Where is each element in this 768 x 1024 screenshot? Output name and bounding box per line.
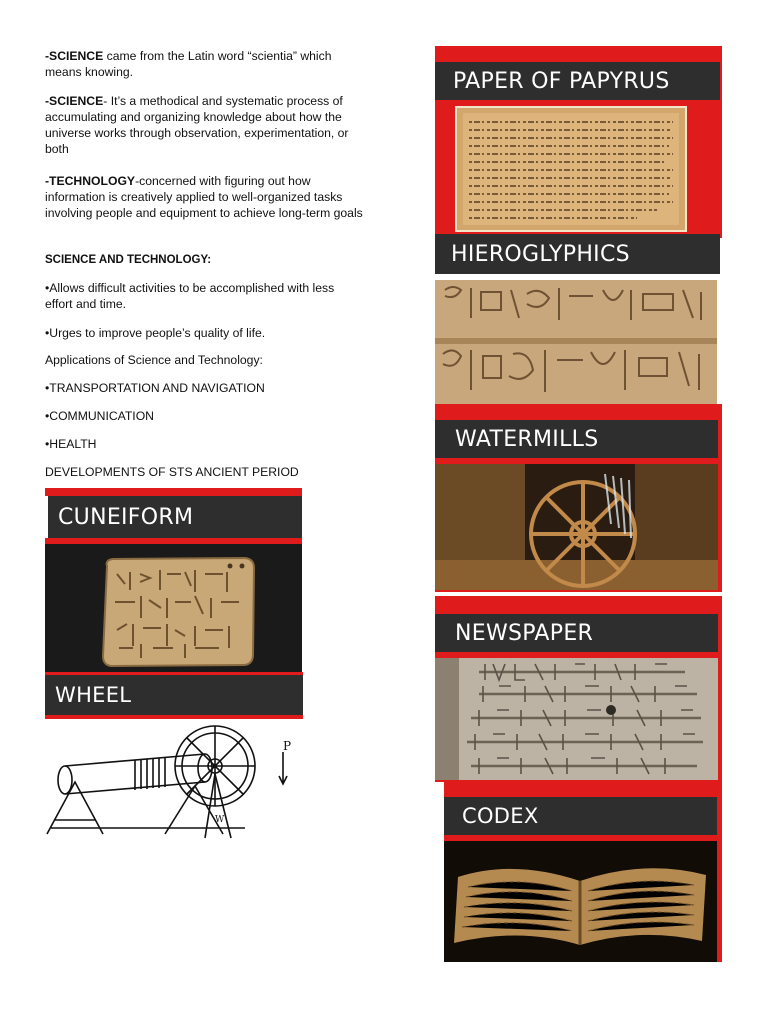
bullet-quality-of-life: •Urges to improve people’s quality of life.	[45, 326, 266, 340]
science-technology-heading: SCIENCE AND TECHNOLOGY:	[45, 254, 212, 266]
newspaper-banner	[435, 614, 718, 652]
wheel-label-w: W	[215, 815, 225, 825]
wheel-banner	[45, 675, 303, 715]
cuneiform-title: CUNEIFORM	[58, 504, 194, 530]
application-communication: •COMMUNICATION	[45, 409, 154, 423]
applications-heading: Applications of Science and Technology:	[45, 353, 263, 367]
watermill-image	[435, 464, 718, 590]
codex-title: CODEX	[462, 804, 539, 828]
watermills-banner	[435, 420, 718, 458]
science-definition-paragraph: -SCIENCE- It’s a methodical and systematic process of accumulating and organizing knowledge about how the universe works through observation, experimentation, or both	[45, 94, 349, 156]
wheel-label-p: P	[283, 739, 292, 753]
hieroglyphics-image	[435, 280, 717, 404]
papyrus-image	[455, 106, 687, 232]
codex-banner	[444, 797, 717, 835]
technology-definition-paragraph: -TECHNOLOGY-concerned with figuring out how information is creatively applied to well-organized tasks involving people and equipment to achieve long-term goals	[45, 174, 363, 220]
hieroglyphics-title: HIEROGLYPHICS	[451, 241, 630, 267]
wheel-title: WHEEL	[55, 683, 132, 707]
application-transportation: •TRANSPORTATION AND NAVIGATION	[45, 381, 265, 395]
bullet-difficult-activities: •Allows difficult activities to be accomplished with less effort and time.	[45, 281, 335, 311]
papyrus-title: PAPER OF PAPYRUS	[453, 68, 670, 94]
cuneiform-tablet-image	[45, 544, 302, 676]
wheel-and-axle-drawing	[45, 722, 305, 840]
watermills-title: WATERMILLS	[455, 426, 599, 452]
stone-inscription-image	[435, 658, 718, 780]
hieroglyphics-banner	[435, 234, 720, 274]
wheel-red-bar-bottom	[45, 715, 303, 719]
codex-book-image	[444, 841, 717, 962]
cuneiform-banner	[45, 496, 302, 538]
science-origin-paragraph: -SCIENCE came from the Latin word “scientia” which means knowing.	[45, 49, 332, 79]
newspaper-title: NEWSPAPER	[455, 620, 594, 646]
application-health: •HEALTH	[45, 437, 97, 451]
papyrus-banner	[435, 62, 720, 100]
developments-heading: DEVELOPMENTS OF STS ANCIENT PERIOD	[45, 465, 299, 479]
